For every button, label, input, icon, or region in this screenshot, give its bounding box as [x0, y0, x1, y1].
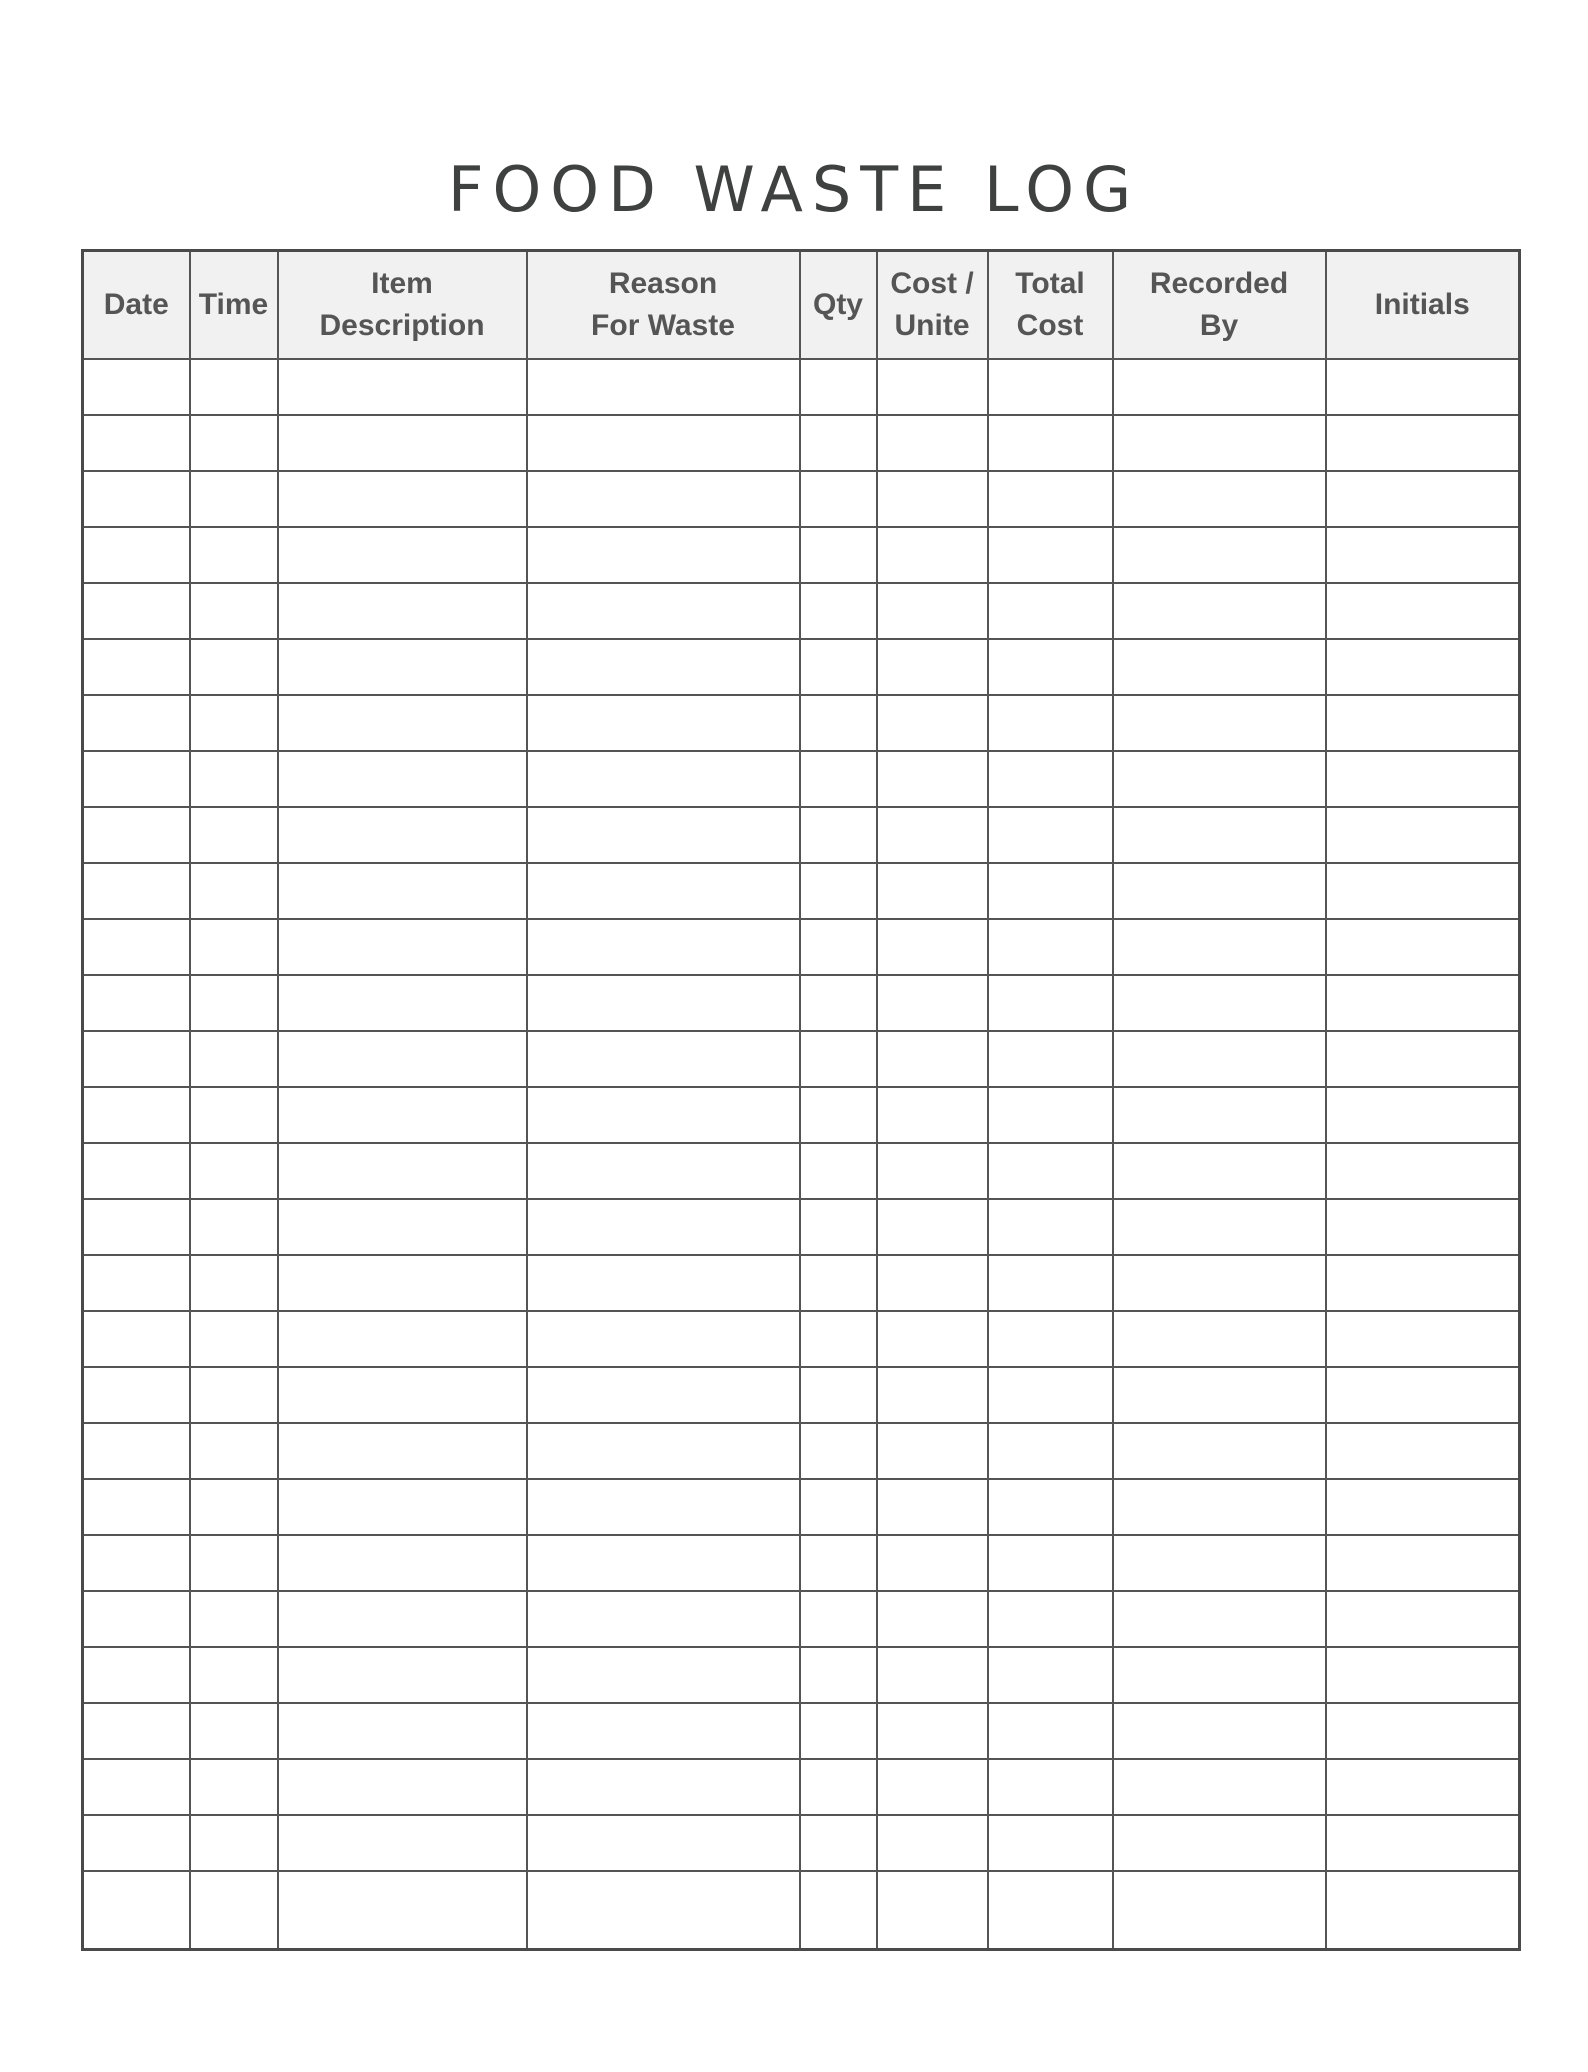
column-header-item-description: Item Description — [278, 251, 527, 360]
table-row — [83, 1255, 1520, 1311]
column-header-recorded-by: Recorded By — [1113, 251, 1326, 360]
cell-item-description[interactable] — [278, 1591, 527, 1647]
cell-initials[interactable] — [1326, 1479, 1520, 1535]
cell-qty[interactable] — [800, 751, 877, 807]
cell-qty[interactable] — [800, 583, 877, 639]
cell-initials[interactable] — [1326, 1367, 1520, 1423]
cell-qty[interactable] — [800, 1199, 877, 1255]
cell-item-description[interactable] — [278, 1871, 527, 1950]
cell-total-cost[interactable] — [988, 1087, 1113, 1143]
cell-qty[interactable] — [800, 1591, 877, 1647]
cell-reason-for-waste[interactable] — [527, 1143, 800, 1199]
cell-total-cost[interactable] — [988, 1255, 1113, 1311]
cell-recorded-by[interactable] — [1113, 1031, 1326, 1087]
cell-time[interactable] — [190, 1087, 278, 1143]
log-table-body — [83, 359, 1520, 1950]
cell-qty[interactable] — [800, 1535, 877, 1591]
cell-reason-for-waste[interactable] — [527, 863, 800, 919]
cell-item-description[interactable] — [278, 583, 527, 639]
header-row — [83, 251, 1520, 360]
cell-reason-for-waste[interactable] — [527, 1423, 800, 1479]
cell-item-description[interactable] — [278, 1647, 527, 1703]
cell-recorded-by[interactable] — [1113, 751, 1326, 807]
cell-initials[interactable] — [1326, 359, 1520, 415]
table-row — [83, 583, 1520, 639]
cell-item-description[interactable] — [278, 527, 527, 583]
cell-reason-for-waste[interactable] — [527, 807, 800, 863]
cell-recorded-by[interactable] — [1113, 639, 1326, 695]
cell-date[interactable] — [83, 1143, 190, 1199]
cell-cost-per-unit[interactable] — [877, 471, 988, 527]
cell-initials[interactable] — [1326, 1759, 1520, 1815]
cell-recorded-by[interactable] — [1113, 1647, 1326, 1703]
column-header-initials: Initials — [1326, 251, 1520, 360]
cell-reason-for-waste[interactable] — [527, 415, 800, 471]
cell-reason-for-waste[interactable] — [527, 1759, 800, 1815]
cell-reason-for-waste[interactable] — [527, 975, 800, 1031]
column-header-date: Date — [83, 251, 190, 360]
cell-date[interactable] — [83, 1759, 190, 1815]
cell-recorded-by[interactable] — [1113, 1199, 1326, 1255]
cell-total-cost[interactable] — [988, 807, 1113, 863]
cell-item-description[interactable] — [278, 1031, 527, 1087]
cell-initials[interactable] — [1326, 695, 1520, 751]
table-row — [83, 1199, 1520, 1255]
table-row — [83, 1143, 1520, 1199]
cell-recorded-by[interactable] — [1113, 1087, 1326, 1143]
cell-time[interactable] — [190, 863, 278, 919]
cell-reason-for-waste[interactable] — [527, 1367, 800, 1423]
cell-date[interactable] — [83, 1311, 190, 1367]
cell-qty[interactable] — [800, 807, 877, 863]
cell-cost-per-unit[interactable] — [877, 1255, 988, 1311]
cell-date[interactable] — [83, 919, 190, 975]
cell-recorded-by[interactable] — [1113, 1815, 1326, 1871]
cell-initials[interactable] — [1326, 975, 1520, 1031]
cell-cost-per-unit[interactable] — [877, 1367, 988, 1423]
cell-qty[interactable] — [800, 1031, 877, 1087]
cell-reason-for-waste[interactable] — [527, 359, 800, 415]
cell-initials[interactable] — [1326, 1647, 1520, 1703]
cell-recorded-by[interactable] — [1113, 919, 1326, 975]
cell-cost-per-unit[interactable] — [877, 1647, 988, 1703]
cell-reason-for-waste[interactable] — [527, 1535, 800, 1591]
cell-qty[interactable] — [800, 1311, 877, 1367]
cell-recorded-by[interactable] — [1113, 471, 1326, 527]
cell-time[interactable] — [190, 807, 278, 863]
cell-item-description[interactable] — [278, 751, 527, 807]
cell-recorded-by[interactable] — [1113, 527, 1326, 583]
cell-time[interactable] — [190, 1367, 278, 1423]
cell-item-description[interactable] — [278, 1535, 527, 1591]
cell-initials[interactable] — [1326, 639, 1520, 695]
cell-initials[interactable] — [1326, 919, 1520, 975]
cell-date[interactable] — [83, 471, 190, 527]
cell-qty[interactable] — [800, 863, 877, 919]
table-row — [83, 471, 1520, 527]
cell-reason-for-waste[interactable] — [527, 527, 800, 583]
cell-cost-per-unit[interactable] — [877, 1591, 988, 1647]
cell-recorded-by[interactable] — [1113, 583, 1326, 639]
cell-total-cost[interactable] — [988, 1367, 1113, 1423]
cell-cost-per-unit[interactable] — [877, 1871, 988, 1950]
cell-date[interactable] — [83, 975, 190, 1031]
table-row — [83, 919, 1520, 975]
cell-qty[interactable] — [800, 1703, 877, 1759]
cell-time[interactable] — [190, 751, 278, 807]
cell-total-cost[interactable] — [988, 1479, 1113, 1535]
cell-recorded-by[interactable] — [1113, 695, 1326, 751]
cell-item-description[interactable] — [278, 1479, 527, 1535]
cell-qty[interactable] — [800, 1759, 877, 1815]
cell-recorded-by[interactable] — [1113, 1703, 1326, 1759]
cell-item-description[interactable] — [278, 359, 527, 415]
table-row — [83, 863, 1520, 919]
cell-qty[interactable] — [800, 1815, 877, 1871]
cell-recorded-by[interactable] — [1113, 1535, 1326, 1591]
cell-total-cost[interactable] — [988, 1703, 1113, 1759]
table-row — [83, 1423, 1520, 1479]
cell-cost-per-unit[interactable] — [877, 695, 988, 751]
cell-cost-per-unit[interactable] — [877, 807, 988, 863]
cell-cost-per-unit[interactable] — [877, 583, 988, 639]
cell-item-description[interactable] — [278, 639, 527, 695]
cell-recorded-by[interactable] — [1113, 1423, 1326, 1479]
cell-qty[interactable] — [800, 471, 877, 527]
cell-total-cost[interactable] — [988, 1815, 1113, 1871]
cell-total-cost[interactable] — [988, 1423, 1113, 1479]
cell-total-cost[interactable] — [988, 1647, 1113, 1703]
cell-item-description[interactable] — [278, 1311, 527, 1367]
cell-cost-per-unit[interactable] — [877, 1031, 988, 1087]
cell-total-cost[interactable] — [988, 751, 1113, 807]
cell-time[interactable] — [190, 975, 278, 1031]
cell-date[interactable] — [83, 751, 190, 807]
column-header-qty: Qty — [800, 251, 877, 360]
cell-initials[interactable] — [1326, 1255, 1520, 1311]
cell-item-description[interactable] — [278, 1759, 527, 1815]
table-row — [83, 751, 1520, 807]
table-row — [83, 1759, 1520, 1815]
cell-total-cost[interactable] — [988, 359, 1113, 415]
cell-reason-for-waste[interactable] — [527, 1311, 800, 1367]
cell-time[interactable] — [190, 1479, 278, 1535]
cell-date[interactable] — [83, 415, 190, 471]
cell-item-description[interactable] — [278, 1143, 527, 1199]
cell-date[interactable] — [83, 1031, 190, 1087]
cell-item-description[interactable] — [278, 1815, 527, 1871]
cell-reason-for-waste[interactable] — [527, 639, 800, 695]
table-row — [83, 1871, 1520, 1950]
table-row — [83, 1703, 1520, 1759]
table-row — [83, 1311, 1520, 1367]
cell-date[interactable] — [83, 1871, 190, 1950]
cell-initials[interactable] — [1326, 1871, 1520, 1950]
cell-initials[interactable] — [1326, 1703, 1520, 1759]
cell-cost-per-unit[interactable] — [877, 919, 988, 975]
cell-item-description[interactable] — [278, 863, 527, 919]
table-row — [83, 1535, 1520, 1591]
cell-cost-per-unit[interactable] — [877, 639, 988, 695]
cell-qty[interactable] — [800, 975, 877, 1031]
cell-qty[interactable] — [800, 639, 877, 695]
cell-date[interactable] — [83, 807, 190, 863]
cell-cost-per-unit[interactable] — [877, 1087, 988, 1143]
cell-item-description[interactable] — [278, 1367, 527, 1423]
cell-item-description[interactable] — [278, 807, 527, 863]
cell-initials[interactable] — [1326, 471, 1520, 527]
cell-recorded-by[interactable] — [1113, 415, 1326, 471]
cell-time[interactable] — [190, 1647, 278, 1703]
cell-qty[interactable] — [800, 1647, 877, 1703]
cell-time[interactable] — [190, 415, 278, 471]
column-header-total-cost: Total Cost — [988, 251, 1113, 360]
cell-time[interactable] — [190, 1815, 278, 1871]
cell-cost-per-unit[interactable] — [877, 415, 988, 471]
cell-qty[interactable] — [800, 1367, 877, 1423]
cell-date[interactable] — [83, 1255, 190, 1311]
cell-time[interactable] — [190, 919, 278, 975]
cell-recorded-by[interactable] — [1113, 1479, 1326, 1535]
cell-qty[interactable] — [800, 919, 877, 975]
cell-reason-for-waste[interactable] — [527, 1647, 800, 1703]
cell-qty[interactable] — [800, 1143, 877, 1199]
table-row — [83, 1031, 1520, 1087]
cell-total-cost[interactable] — [988, 583, 1113, 639]
cell-time[interactable] — [190, 471, 278, 527]
cell-cost-per-unit[interactable] — [877, 359, 988, 415]
cell-cost-per-unit[interactable] — [877, 975, 988, 1031]
table-row — [83, 1087, 1520, 1143]
table-row — [83, 1647, 1520, 1703]
cell-item-description[interactable] — [278, 1423, 527, 1479]
cell-item-description[interactable] — [278, 695, 527, 751]
cell-recorded-by[interactable] — [1113, 863, 1326, 919]
table-row — [83, 359, 1520, 415]
table-row — [83, 639, 1520, 695]
cell-initials[interactable] — [1326, 1143, 1520, 1199]
cell-time[interactable] — [190, 1255, 278, 1311]
table-row — [83, 975, 1520, 1031]
cell-cost-per-unit[interactable] — [877, 751, 988, 807]
cell-cost-per-unit[interactable] — [877, 1423, 988, 1479]
cell-reason-for-waste[interactable] — [527, 1703, 800, 1759]
cell-initials[interactable] — [1326, 863, 1520, 919]
cell-time[interactable] — [190, 1591, 278, 1647]
table-row — [83, 695, 1520, 751]
cell-time[interactable] — [190, 1311, 278, 1367]
cell-total-cost[interactable] — [988, 1031, 1113, 1087]
cell-date[interactable] — [83, 1423, 190, 1479]
cell-date[interactable] — [83, 1479, 190, 1535]
cell-date[interactable] — [83, 1703, 190, 1759]
cell-cost-per-unit[interactable] — [877, 1479, 988, 1535]
cell-cost-per-unit[interactable] — [877, 1815, 988, 1871]
cell-time[interactable] — [190, 1423, 278, 1479]
cell-time[interactable] — [190, 695, 278, 751]
cell-total-cost[interactable] — [988, 919, 1113, 975]
cell-total-cost[interactable] — [988, 695, 1113, 751]
cell-date[interactable] — [83, 863, 190, 919]
cell-date[interactable] — [83, 1591, 190, 1647]
cell-date[interactable] — [83, 1535, 190, 1591]
table-row — [83, 1479, 1520, 1535]
cell-time[interactable] — [190, 1143, 278, 1199]
cell-item-description[interactable] — [278, 919, 527, 975]
cell-date[interactable] — [83, 695, 190, 751]
table-row — [83, 1367, 1520, 1423]
cell-initials[interactable] — [1326, 1591, 1520, 1647]
cell-item-description[interactable] — [278, 1087, 527, 1143]
cell-cost-per-unit[interactable] — [877, 527, 988, 583]
cell-date[interactable] — [83, 527, 190, 583]
cell-recorded-by[interactable] — [1113, 1367, 1326, 1423]
cell-reason-for-waste[interactable] — [527, 1199, 800, 1255]
cell-qty[interactable] — [800, 1423, 877, 1479]
cell-total-cost[interactable] — [988, 1591, 1113, 1647]
cell-time[interactable] — [190, 1759, 278, 1815]
cell-qty[interactable] — [800, 415, 877, 471]
cell-recorded-by[interactable] — [1113, 1591, 1326, 1647]
cell-initials[interactable] — [1326, 1423, 1520, 1479]
cell-time[interactable] — [190, 1031, 278, 1087]
cell-total-cost[interactable] — [988, 975, 1113, 1031]
cell-reason-for-waste[interactable] — [527, 1871, 800, 1950]
cell-initials[interactable] — [1326, 1031, 1520, 1087]
cell-date[interactable] — [83, 1647, 190, 1703]
cell-qty[interactable] — [800, 695, 877, 751]
cell-date[interactable] — [83, 1815, 190, 1871]
cell-total-cost[interactable] — [988, 1311, 1113, 1367]
cell-item-description[interactable] — [278, 1703, 527, 1759]
cell-recorded-by[interactable] — [1113, 1871, 1326, 1950]
cell-initials[interactable] — [1326, 583, 1520, 639]
table-row — [83, 415, 1520, 471]
cell-date[interactable] — [83, 1087, 190, 1143]
cell-recorded-by[interactable] — [1113, 807, 1326, 863]
cell-total-cost[interactable] — [988, 639, 1113, 695]
cell-time[interactable] — [190, 583, 278, 639]
table-row — [83, 1815, 1520, 1871]
cell-total-cost[interactable] — [988, 1759, 1113, 1815]
cell-initials[interactable] — [1326, 415, 1520, 471]
cell-initials[interactable] — [1326, 527, 1520, 583]
cell-cost-per-unit[interactable] — [877, 1535, 988, 1591]
cell-total-cost[interactable] — [988, 1143, 1113, 1199]
column-header-reason-for-waste: Reason For Waste — [527, 251, 800, 360]
page-title: FOOD WASTE LOG — [447, 153, 1141, 226]
cell-recorded-by[interactable] — [1113, 975, 1326, 1031]
cell-recorded-by[interactable] — [1113, 359, 1326, 415]
cell-reason-for-waste[interactable] — [527, 583, 800, 639]
cell-qty[interactable] — [800, 527, 877, 583]
cell-qty[interactable] — [800, 1255, 877, 1311]
cell-initials[interactable] — [1326, 1087, 1520, 1143]
cell-reason-for-waste[interactable] — [527, 1591, 800, 1647]
column-header-cost-per-unit: Cost / Unite — [877, 251, 988, 360]
cell-initials[interactable] — [1326, 1535, 1520, 1591]
cell-reason-for-waste[interactable] — [527, 1479, 800, 1535]
cell-item-description[interactable] — [278, 471, 527, 527]
cell-qty[interactable] — [800, 1087, 877, 1143]
cell-recorded-by[interactable] — [1113, 1759, 1326, 1815]
cell-reason-for-waste[interactable] — [527, 1815, 800, 1871]
cell-date[interactable] — [83, 639, 190, 695]
cell-reason-for-waste[interactable] — [527, 695, 800, 751]
cell-cost-per-unit[interactable] — [877, 1703, 988, 1759]
cell-initials[interactable] — [1326, 1815, 1520, 1871]
cell-item-description[interactable] — [278, 415, 527, 471]
cell-total-cost[interactable] — [988, 471, 1113, 527]
cell-total-cost[interactable] — [988, 1199, 1113, 1255]
cell-time[interactable] — [190, 1871, 278, 1950]
cell-recorded-by[interactable] — [1113, 1311, 1326, 1367]
cell-total-cost[interactable] — [988, 1535, 1113, 1591]
cell-total-cost[interactable] — [988, 527, 1113, 583]
cell-reason-for-waste[interactable] — [527, 471, 800, 527]
cell-time[interactable] — [190, 639, 278, 695]
cell-total-cost[interactable] — [988, 1871, 1113, 1950]
table-row — [83, 807, 1520, 863]
cell-qty[interactable] — [800, 1871, 877, 1950]
cell-reason-for-waste[interactable] — [527, 1255, 800, 1311]
cell-total-cost[interactable] — [988, 863, 1113, 919]
cell-qty[interactable] — [800, 359, 877, 415]
column-header-time: Time — [190, 251, 278, 360]
food-waste-log-table — [81, 249, 1521, 1951]
cell-time[interactable] — [190, 1535, 278, 1591]
cell-cost-per-unit[interactable] — [877, 1311, 988, 1367]
cell-time[interactable] — [190, 527, 278, 583]
cell-reason-for-waste[interactable] — [527, 751, 800, 807]
cell-date[interactable] — [83, 1199, 190, 1255]
cell-cost-per-unit[interactable] — [877, 1143, 988, 1199]
cell-item-description[interactable] — [278, 1255, 527, 1311]
cell-cost-per-unit[interactable] — [877, 1759, 988, 1815]
cell-recorded-by[interactable] — [1113, 1143, 1326, 1199]
cell-initials[interactable] — [1326, 807, 1520, 863]
cell-date[interactable] — [83, 359, 190, 415]
cell-cost-per-unit[interactable] — [877, 863, 988, 919]
cell-qty[interactable] — [800, 1479, 877, 1535]
cell-reason-for-waste[interactable] — [527, 1031, 800, 1087]
cell-cost-per-unit[interactable] — [877, 1199, 988, 1255]
cell-time[interactable] — [190, 1703, 278, 1759]
cell-reason-for-waste[interactable] — [527, 1087, 800, 1143]
cell-initials[interactable] — [1326, 751, 1520, 807]
cell-recorded-by[interactable] — [1113, 1255, 1326, 1311]
cell-initials[interactable] — [1326, 1199, 1520, 1255]
cell-item-description[interactable] — [278, 975, 527, 1031]
cell-time[interactable] — [190, 359, 278, 415]
cell-initials[interactable] — [1326, 1311, 1520, 1367]
cell-total-cost[interactable] — [988, 415, 1113, 471]
table-row — [83, 1591, 1520, 1647]
cell-time[interactable] — [190, 1199, 278, 1255]
table-row — [83, 527, 1520, 583]
cell-date[interactable] — [83, 583, 190, 639]
cell-reason-for-waste[interactable] — [527, 919, 800, 975]
cell-date[interactable] — [83, 1367, 190, 1423]
cell-item-description[interactable] — [278, 1199, 527, 1255]
